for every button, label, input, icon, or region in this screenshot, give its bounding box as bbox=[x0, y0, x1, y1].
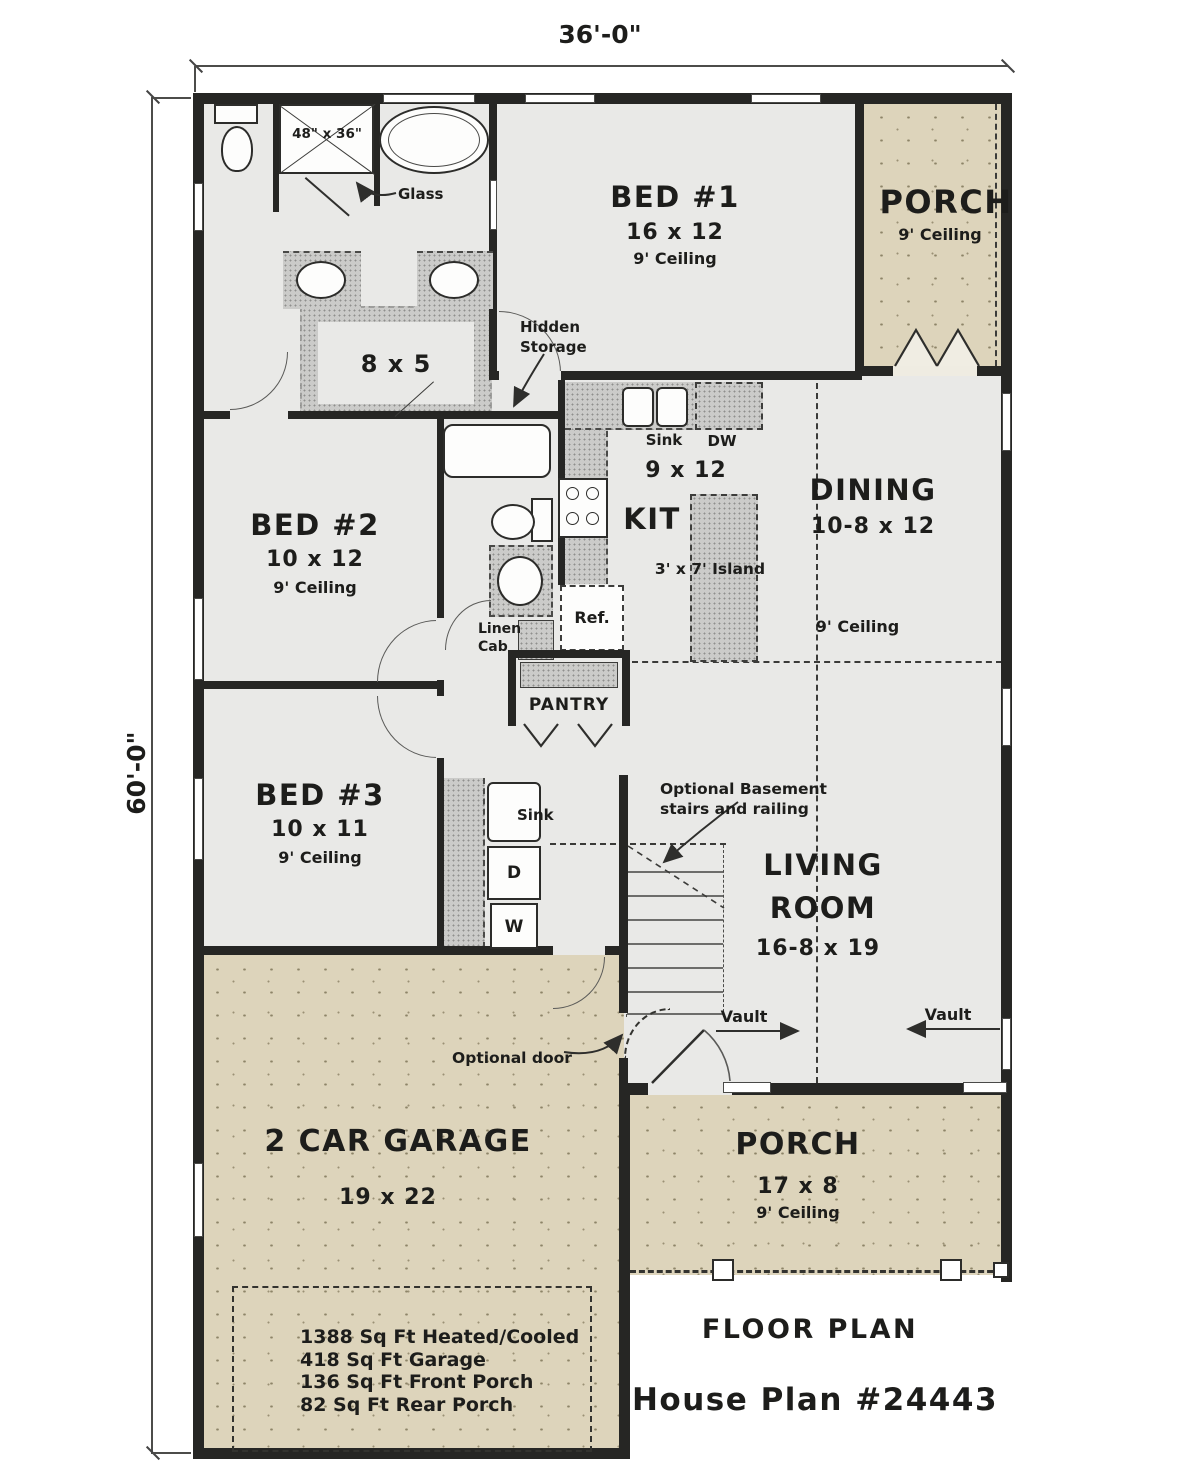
hidden-storage-arrow bbox=[514, 354, 544, 406]
vault-label-left: Vault bbox=[720, 1007, 768, 1026]
garage-size: 19 x 22 bbox=[339, 1185, 437, 1210]
bed3-name: BED #3 bbox=[255, 778, 385, 812]
front-porch-name: PORCH bbox=[735, 1127, 861, 1162]
fridge-label: Ref. bbox=[574, 608, 610, 627]
pantry-door-v bbox=[524, 724, 558, 746]
glass-label: Glass bbox=[398, 185, 444, 203]
hidden-storage-label bbox=[520, 318, 596, 357]
bed2-size: 10 x 12 bbox=[266, 547, 364, 572]
stat-front-porch: 136 Sq Ft Front Porch bbox=[300, 1371, 534, 1393]
bed1-size: 16 x 12 bbox=[626, 220, 724, 245]
linen-label-line1: Linen bbox=[478, 621, 522, 637]
area-statistics bbox=[300, 1326, 580, 1416]
kitchen-sink-label: Sink bbox=[645, 431, 683, 449]
stat-garage: 418 Sq Ft Garage bbox=[300, 1348, 486, 1371]
vault-label-right: Vault bbox=[924, 1005, 972, 1024]
optional-door-label: Optional door bbox=[452, 1049, 572, 1067]
kitchen-name: KIT bbox=[623, 502, 681, 536]
hidden-storage-line1: Hidden bbox=[520, 318, 581, 336]
hidden-storage-line2: Storage bbox=[520, 337, 587, 356]
rear-porch-ceiling: 9' Ceiling bbox=[898, 225, 982, 244]
stairs-cut-line bbox=[628, 846, 724, 908]
dishwasher-label: DW bbox=[707, 432, 737, 450]
dining-name: DINING bbox=[809, 473, 937, 507]
basement-stairs-label bbox=[660, 779, 850, 819]
washer-label: W bbox=[504, 917, 524, 937]
living-size: 16-8 x 19 bbox=[755, 936, 881, 961]
closet-size-label: 8 x 5 bbox=[360, 350, 432, 378]
sheet-title: FLOOR PLAN bbox=[701, 1314, 919, 1345]
dining-size: 10-8 x 12 bbox=[810, 514, 936, 539]
pantry-door-v bbox=[578, 724, 612, 746]
living-name-line2: ROOM bbox=[769, 891, 877, 925]
bed1-ceiling: 9' Ceiling bbox=[633, 249, 717, 268]
front-porch-size: 17 x 8 bbox=[757, 1174, 839, 1199]
stat-rear-porch: 82 Sq Ft Rear Porch bbox=[300, 1393, 514, 1416]
basement-stairs-line1: Optional Basement bbox=[660, 780, 827, 798]
stat-heated-cooled: 1388 Sq Ft Heated/Cooled bbox=[300, 1326, 580, 1348]
left-dimension-label: 60'-0" bbox=[121, 731, 151, 815]
laundry-sink-label: Sink bbox=[517, 806, 554, 824]
french-door-panel bbox=[895, 330, 937, 366]
bed2-ceiling: 9' Ceiling bbox=[273, 578, 357, 597]
bed1-name: BED #1 bbox=[610, 180, 740, 214]
garage-name: 2 CAR GARAGE bbox=[264, 1124, 532, 1159]
shower-size-label: 48" x 36" bbox=[292, 126, 362, 142]
basement-stairs-line2: stairs and railing bbox=[660, 800, 809, 819]
french-door-panel bbox=[937, 330, 979, 366]
rear-porch-name: PORCH bbox=[879, 183, 1013, 221]
front-door-leaf bbox=[652, 1030, 704, 1083]
front-porch-ceiling: 9' Ceiling bbox=[756, 1203, 840, 1222]
living-name-line1: LIVING bbox=[763, 848, 883, 882]
dryer-label: D bbox=[506, 863, 522, 883]
linen-cab-label bbox=[478, 620, 538, 656]
bed3-size: 10 x 11 bbox=[271, 817, 369, 842]
front-door-arc bbox=[704, 1030, 730, 1081]
top-dimension-label: 36'-0" bbox=[558, 20, 642, 49]
linen-label-line2: Cab bbox=[478, 639, 508, 656]
bed2-name: BED #2 bbox=[250, 508, 380, 542]
bed3-ceiling: 9' Ceiling bbox=[278, 848, 362, 867]
kitchen-size: 9 x 12 bbox=[645, 458, 727, 483]
plan-number-title: House Plan #24443 bbox=[631, 1382, 999, 1418]
pantry-label: PANTRY bbox=[528, 695, 610, 715]
dining-ceiling: 9' Ceiling bbox=[815, 617, 900, 636]
island-label: 3' x 7' Island bbox=[654, 560, 766, 578]
glass-arrow bbox=[357, 183, 396, 195]
